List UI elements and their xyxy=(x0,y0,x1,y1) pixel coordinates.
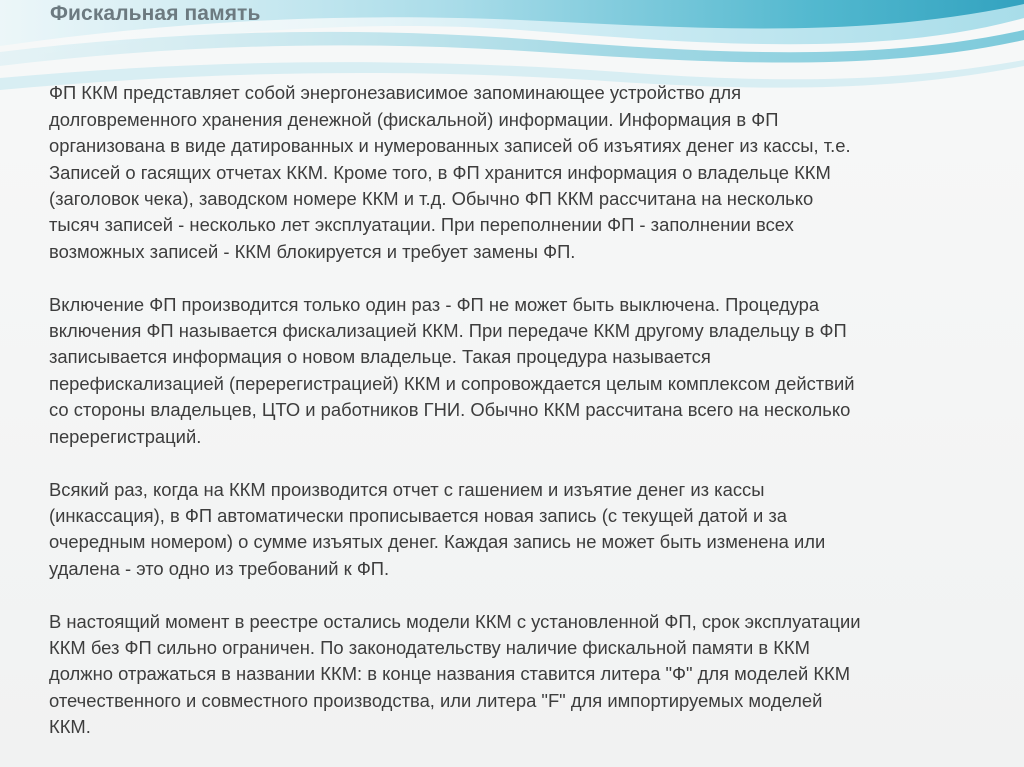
paragraph-fiscalization: Включение ФП производится только один раз - ФП не может быть выключена. Процедура включения ФП называется фискализацией ККМ. При передаче ККМ другому владельцу в ФП записывается информация о новом владельце. Такая процедура называется перефискализацией (перерегистрацией) ККМ и сопровождается целым комплексом действий со стороны владельцев, ЦТО и работников ГНИ. Обычно ККМ рассчитана всего на несколько перерегистраций. xyxy=(49,293,855,447)
slide-title: Фискальная память xyxy=(50,2,261,25)
paragraph-registry-models: В настоящий момент в реестре остались модели ККМ с установленной ФП, срок эксплуатации ККМ без ФП сильно ограничен. По законодательству наличие фискальной памяти в ККМ должно отражаться в названии ККМ: в конце названия ставится литера "Ф" для моделей ККМ отечественного и совместного производства, или литера "F" для импортируемых моделей ККМ. xyxy=(49,610,861,738)
paragraph-collection-records: Всякий раз, когда на ККМ производится отчет с гашением и изъятие денег из кассы (инкассация), в ФП автоматически прописывается новая запись (с текущей датой и за очередным номером) о сумме изъятых денег. Каждая запись не может быть изменена или удалена - это одно из требований к ФП. xyxy=(49,478,826,579)
slide-body xyxy=(49,54,979,767)
paragraph-fp-definition: ФП ККМ представляет собой энергонезависимое запоминающее устройство для долговременного хранения денежной (фискальной) информации. Информация в ФП организована в виде датированных и нумерованных записей об изъятиях денег из кассы, т.е. Записей о гасящих отчетах ККМ. Кроме того, в ФП хранится информация о владельце ККМ (заголовок чека), заводском номере ККМ и т.д. Обычно ФП ККМ рассчитана на несколько тысяч записей - несколько лет эксплуатации. При переполнении ФП - заполнении всех возможных записей - ККМ блокируется и требует замены ФП. xyxy=(49,82,851,262)
